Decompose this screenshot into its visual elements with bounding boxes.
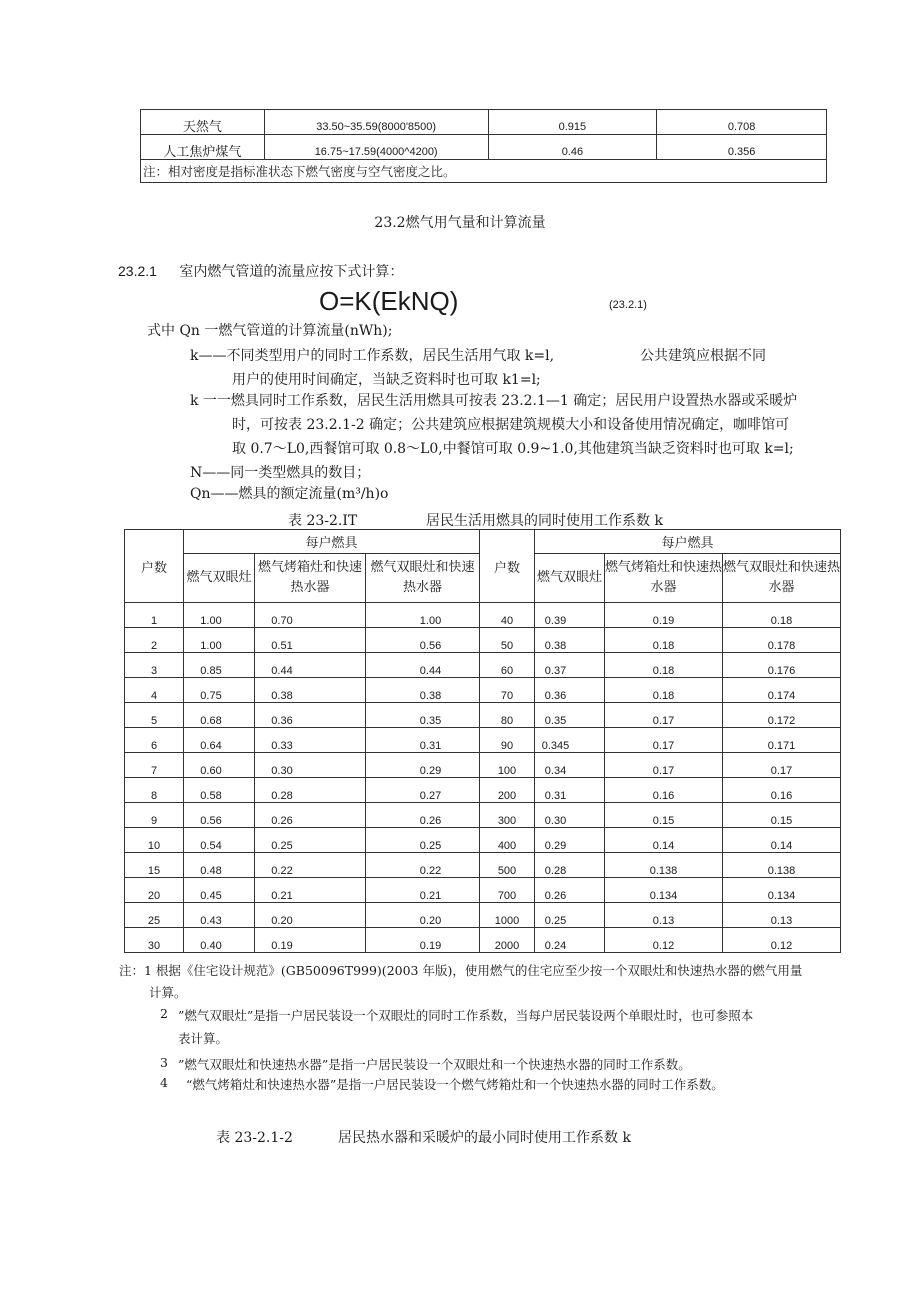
cell-value: 0.60 [200,765,222,777]
table-row [125,678,841,703]
cell-value: 0.13 [652,915,675,927]
cell-value: 0.38 [544,640,567,652]
cell-value: 0.172 [767,715,796,727]
gas-density-table [140,109,827,183]
cell-value: 0.44 [271,665,293,677]
cell-value: 30 [147,940,161,952]
double-burner-cell [535,703,605,728]
burner-heater-cell [366,753,480,778]
density: 0.915 [488,110,657,135]
cell-value: 0.25 [271,840,293,852]
cell-value: 0.176 [767,665,796,677]
burner-heater-cell [366,778,480,803]
cell-value: 0.24 [544,940,567,952]
cell-value: 700 [497,890,517,902]
double-burner-cell [535,853,605,878]
double-burner-cell [535,603,605,628]
cell-value: 50 [500,640,514,652]
households-cell [125,703,184,728]
households-cell [125,928,184,953]
cell-value: 0.51 [271,640,293,652]
table-row [125,778,841,803]
cell-value: 0.34 [544,765,567,777]
oven-heater-cell [605,728,723,753]
double-burner-cell [184,828,255,853]
cell-value: 0.19 [419,940,442,952]
oven-heater-cell [605,753,723,778]
cell-value: 10 [147,840,161,852]
cell-value: 3 [150,665,158,677]
households-cell [125,728,184,753]
density: 0.46 [488,135,657,160]
cell-value: 0.31 [419,740,442,752]
double-burner-cell [535,628,605,653]
cell-value: 0.26 [271,815,293,827]
cell-value: 20 [147,890,161,902]
table-header-row [125,530,841,554]
col-double-burner: 燃气双眼灶 [535,554,605,603]
cell-value: 0.28 [271,790,293,802]
cell-value: 0.35 [419,715,442,727]
cell-value: 0.18 [652,690,675,702]
oven-heater-cell [255,803,366,828]
cell-value: 0.27 [419,790,442,802]
double-burner-cell [535,753,605,778]
cell-value: 0.17 [770,765,793,777]
cell-value: 7 [150,765,158,777]
oven-heater-cell [605,828,723,853]
cell-value: 0.134 [767,890,796,902]
table-row [125,628,841,653]
households-cell [480,728,535,753]
note-1-line1: 注：1 根据《住宅设计规范》(GB50096T999)(2003 年版)，使用燃气的住宅应至少按一个双眼灶和快速热水器的燃气用量 [119,963,803,978]
cell-value: 0.138 [767,865,796,877]
definition-k-line1: k——不同类型用户的同时工作系数，居民生活用气取 k=l, [190,348,555,364]
cell-value: 0.38 [271,690,293,702]
households-cell [125,903,184,928]
cell-value: 60 [500,665,514,677]
note-3-number: 3 [160,1055,168,1070]
burner-heater-cell [366,728,480,753]
cell-value: 6 [150,740,158,752]
note-3: ”燃气双眼灶和快速热水器”是指一户居民装设一个双眼灶和一个快速热水器的同时工作系数。 [178,1057,691,1072]
note-4-number: 4 [160,1075,168,1090]
cell-value: 1.00 [419,615,442,627]
cell-value: 0.18 [652,640,675,652]
cell-value: 4 [150,690,158,702]
double-burner-cell [535,653,605,678]
cell-value: 2 [150,640,158,652]
table-row [125,878,841,903]
col-burner-heater: 燃气双眼灶和快速热水器 [366,554,480,603]
double-burner-cell [535,878,605,903]
oven-heater-cell [605,803,723,828]
cell-value: 15 [147,865,161,877]
cell-value: 0.75 [200,690,222,702]
burner-heater-cell [723,903,841,928]
households-cell [125,853,184,878]
cell-value: 0.44 [419,665,442,677]
oven-heater-cell [605,653,723,678]
cell-value: 0.25 [544,915,567,927]
double-burner-cell [184,928,255,953]
cell-value: 40 [500,615,514,627]
cell-value: 0.68 [200,715,222,727]
table-body [125,603,841,953]
table-row [125,853,841,878]
note-2-number: 2 [160,1006,168,1021]
cell-value: 0.43 [200,915,222,927]
double-burner-cell [184,703,255,728]
cell-value: 0.19 [271,940,293,952]
table-row [125,928,841,953]
oven-heater-cell [605,928,723,953]
oven-heater-cell [255,878,366,903]
cell-value: 0.21 [419,890,442,902]
note-4: “燃气烤箱灶和快速热水器”是指一户居民装设一个燃气烤箱灶和一个快速热水器的同时工作系数。 [186,1077,724,1092]
households-header: 户数 [480,530,535,603]
definition-k-line2: 用户的使用时间确定，当缺乏资料时也可取 k1=l; [232,372,541,388]
oven-heater-cell [605,853,723,878]
definition-n: N——同一类型燃具的数目； [190,465,371,481]
households-cell [480,928,535,953]
burner-heater-cell [366,903,480,928]
cell-value: 0.19 [652,615,675,627]
cell-value: 0.38 [419,690,442,702]
cell-value: 0.30 [544,815,567,827]
per-household-header: 每户燃具 [535,530,841,554]
double-burner-cell [184,603,255,628]
oven-heater-cell [605,778,723,803]
burner-heater-cell [723,653,841,678]
cell-value: 0.134 [649,890,678,902]
table2-caption-title: 居民热水器和采暖炉的最小同时使用工作系数 k [338,1130,631,1146]
oven-heater-cell [255,703,366,728]
cell-value: 0.29 [419,765,442,777]
burner-heater-cell [723,678,841,703]
clause [118,261,403,281]
cell-value: 0.14 [652,840,675,852]
oven-heater-cell [255,778,366,803]
oven-heater-cell [255,628,366,653]
cell-value: 0.178 [767,640,796,652]
burner-heater-cell [366,928,480,953]
section-title: 23.2燃气用气量和计算流量 [374,215,546,231]
double-burner-cell [535,728,605,753]
note-2-line1: ”燃气双眼灶”是指一户居民装设一个双眼灶的同时工作系数，当每户居民装设两个单眼灶时，也可参照本 [178,1008,754,1023]
definition-kt-line3: 取 0.7～L0,西餐馆可取 0.8～L0,中餐馆可取 0.9~1.0,其他建筑当缺乏资料时也可取 k=l; [232,441,794,457]
note-1 [119,961,849,1001]
households-cell [480,853,535,878]
cell-value: 0.56 [419,640,442,652]
cell-value: 0.28 [544,865,567,877]
households-cell [480,603,535,628]
cell-value: 0.18 [652,665,675,677]
households-cell [125,803,184,828]
burner-heater-cell [366,678,480,703]
cell-value: 1.00 [200,615,222,627]
cell-value: 200 [497,790,517,802]
cell-value: 0.56 [200,815,222,827]
cell-value: 300 [497,815,517,827]
cell-value: 0.64 [200,740,222,752]
households-cell [125,678,184,703]
oven-heater-cell [255,678,366,703]
households-cell [125,603,184,628]
cell-value: 0.171 [767,740,796,752]
cell-value: 0.18 [770,615,793,627]
burner-heater-cell [723,853,841,878]
heat-value: 33.50~35.59(8000'8500) [264,110,488,135]
burner-heater-cell [366,803,480,828]
cell-value: 0.22 [419,865,442,877]
table-row [125,653,841,678]
cell-value: 0.16 [652,790,675,802]
cell-value: 70 [500,690,514,702]
cell-value: 0.22 [271,865,293,877]
double-burner-cell [535,903,605,928]
simultaneous-factor-table [124,529,841,953]
oven-heater-cell [255,753,366,778]
relative-density: 0.356 [657,135,827,160]
burner-heater-cell [723,603,841,628]
double-burner-cell [535,778,605,803]
burner-heater-cell [723,928,841,953]
cell-value: 0.30 [271,765,293,777]
households-cell [125,828,184,853]
burner-heater-cell [366,653,480,678]
oven-heater-cell [605,878,723,903]
households-cell [125,653,184,678]
cell-value: 0.13 [770,915,793,927]
cell-value: 0.25 [419,840,442,852]
households-cell [480,628,535,653]
burner-heater-cell [366,853,480,878]
double-burner-cell [184,778,255,803]
oven-heater-cell [255,928,366,953]
double-burner-cell [535,828,605,853]
cell-value: 0.138 [649,865,678,877]
cell-value: 0.12 [770,940,793,952]
col-oven-heater: 燃气烤箱灶和快速热水器 [255,554,366,603]
table-row [125,803,841,828]
double-burner-cell [184,803,255,828]
double-burner-cell [184,753,255,778]
oven-heater-cell [605,703,723,728]
households-cell [125,628,184,653]
oven-heater-cell [255,853,366,878]
table-note-row [141,160,827,183]
cell-value: 8 [150,790,158,802]
burner-heater-cell [723,703,841,728]
burner-heater-cell [723,753,841,778]
definition-qn: Qn——燃具的额定流量(m³/h)o [190,486,389,502]
cell-value: 1000 [494,915,520,927]
col-burner-heater: 燃气双眼灶和快速热水器 [723,554,841,603]
cell-value: 0.39 [544,615,567,627]
burner-heater-cell [723,628,841,653]
double-burner-cell [535,678,605,703]
cell-value: 0.58 [200,790,222,802]
burner-heater-cell [366,828,480,853]
households-cell [480,803,535,828]
per-household-header: 每户燃具 [184,530,480,554]
table-caption-number: 表 23-2.IT [288,513,358,529]
cell-value: 1.00 [200,640,222,652]
cell-value: 80 [500,715,514,727]
households-cell [480,753,535,778]
relative-density: 0.708 [657,110,827,135]
burner-heater-cell [366,703,480,728]
households-cell [480,703,535,728]
col-oven-heater: 燃气烤箱灶和快速热水器 [605,554,723,603]
cell-value: 0.12 [652,940,675,952]
cell-value: 0.17 [652,740,675,752]
double-burner-cell [184,678,255,703]
table-caption-title: 居民生活用燃具的同时使用工作系数 k [426,513,663,529]
definition-kt-line2: 时，可按表 23.2.1-2 确定；公共建筑应根据建筑规模大小和设备使用情况确定，咖啡馆可 [232,417,790,433]
oven-heater-cell [255,603,366,628]
definition-k-line1-tail: 公共建筑应根据不同 [640,348,766,364]
cell-value: 0.70 [271,615,293,627]
cell-value: 0.48 [200,865,222,877]
formula-number: (23.2.1) [609,299,647,311]
double-burner-cell [184,653,255,678]
clause-number: 23.2.1 [118,263,157,279]
cell-value: 400 [497,840,517,852]
table-row [125,903,841,928]
burner-heater-cell [366,603,480,628]
double-burner-cell [535,928,605,953]
table-row [141,110,827,135]
burner-heater-cell [723,803,841,828]
cell-value: 0.21 [271,890,293,902]
double-burner-cell [184,903,255,928]
double-burner-cell [535,803,605,828]
definition-kt-line1: k 一一燃具同时工作系数，居民生活用燃具可按表 23.2.1—1 确定；居民用户设置热水器或采暖炉 [190,393,798,409]
households-cell [480,653,535,678]
households-cell [480,903,535,928]
cell-value: 100 [497,765,517,777]
cell-value: 0.36 [544,690,567,702]
cell-value: 0.15 [770,815,793,827]
double-burner-cell [184,878,255,903]
households-cell [480,778,535,803]
cell-value: 0.37 [544,665,567,677]
cell-value: 0.174 [767,690,796,702]
cell-value: 90 [500,740,514,752]
cell-value: 0.36 [271,715,293,727]
households-cell [125,753,184,778]
cell-value: 0.33 [271,740,293,752]
note-1-line2: 计算。 [149,985,187,1000]
col-double-burner: 燃气双眼灶 [184,554,255,603]
burner-heater-cell [723,878,841,903]
households-cell [480,878,535,903]
cell-value: 0.17 [652,715,675,727]
households-cell [125,878,184,903]
cell-value: 0.35 [544,715,567,727]
cell-value: 500 [497,865,517,877]
note-2 [178,1006,838,1047]
oven-heater-cell [605,903,723,928]
households-header: 户数 [125,530,184,603]
table2-caption-number: 表 23-2.1-2 [216,1130,293,1146]
cell-value: 1 [150,615,158,627]
cell-value: 0.85 [200,665,222,677]
burner-heater-cell [366,878,480,903]
oven-heater-cell [605,628,723,653]
gas-name: 人工焦炉煤气 [141,135,265,160]
table-row [125,703,841,728]
cell-value: 25 [147,915,161,927]
formula: O=K(EkNQ) [319,286,459,316]
cell-value: 0.16 [770,790,793,802]
cell-value: 0.20 [271,915,293,927]
cell-value: 0.345 [541,740,570,752]
cell-value: 0.17 [652,765,675,777]
oven-heater-cell [255,828,366,853]
table-row [125,753,841,778]
note-2-line2: 表计算。 [178,1031,229,1046]
oven-heater-cell [605,603,723,628]
burner-heater-cell [723,828,841,853]
table-row [125,828,841,853]
definition-intro: 式中 Qn 一燃气管道的计算流量(nWh); [147,323,393,339]
cell-value: 9 [150,815,158,827]
burner-heater-cell [723,778,841,803]
heat-value: 16.75~17.59(4000^4200) [264,135,488,160]
double-burner-cell [184,853,255,878]
cell-value: 0.26 [419,815,442,827]
burner-heater-cell [723,728,841,753]
double-burner-cell [184,628,255,653]
cell-value: 0.29 [544,840,567,852]
cell-value: 0.45 [200,890,222,902]
oven-heater-cell [255,653,366,678]
table-row [125,603,841,628]
cell-value: 0.31 [544,790,567,802]
clause-text: 室内燃气管道的流量应按下式计算： [179,264,404,280]
cell-value: 5 [150,715,158,727]
cell-value: 2000 [494,940,520,952]
table-note: 注：相对密度是指标准状态下燃气密度与空气密度之比。 [141,160,827,183]
cell-value: 0.14 [770,840,793,852]
oven-heater-cell [255,903,366,928]
oven-heater-cell [255,728,366,753]
households-cell [125,778,184,803]
cell-value: 0.15 [652,815,675,827]
gas-name: 天然气 [141,110,265,135]
burner-heater-cell [366,628,480,653]
cell-value: 0.54 [200,840,222,852]
double-burner-cell [184,728,255,753]
table-row [125,728,841,753]
cell-value: 0.26 [544,890,567,902]
oven-heater-cell [605,678,723,703]
cell-value: 0.20 [419,915,442,927]
households-cell [480,828,535,853]
cell-value: 0.40 [200,940,222,952]
table-row [141,135,827,160]
households-cell [480,678,535,703]
